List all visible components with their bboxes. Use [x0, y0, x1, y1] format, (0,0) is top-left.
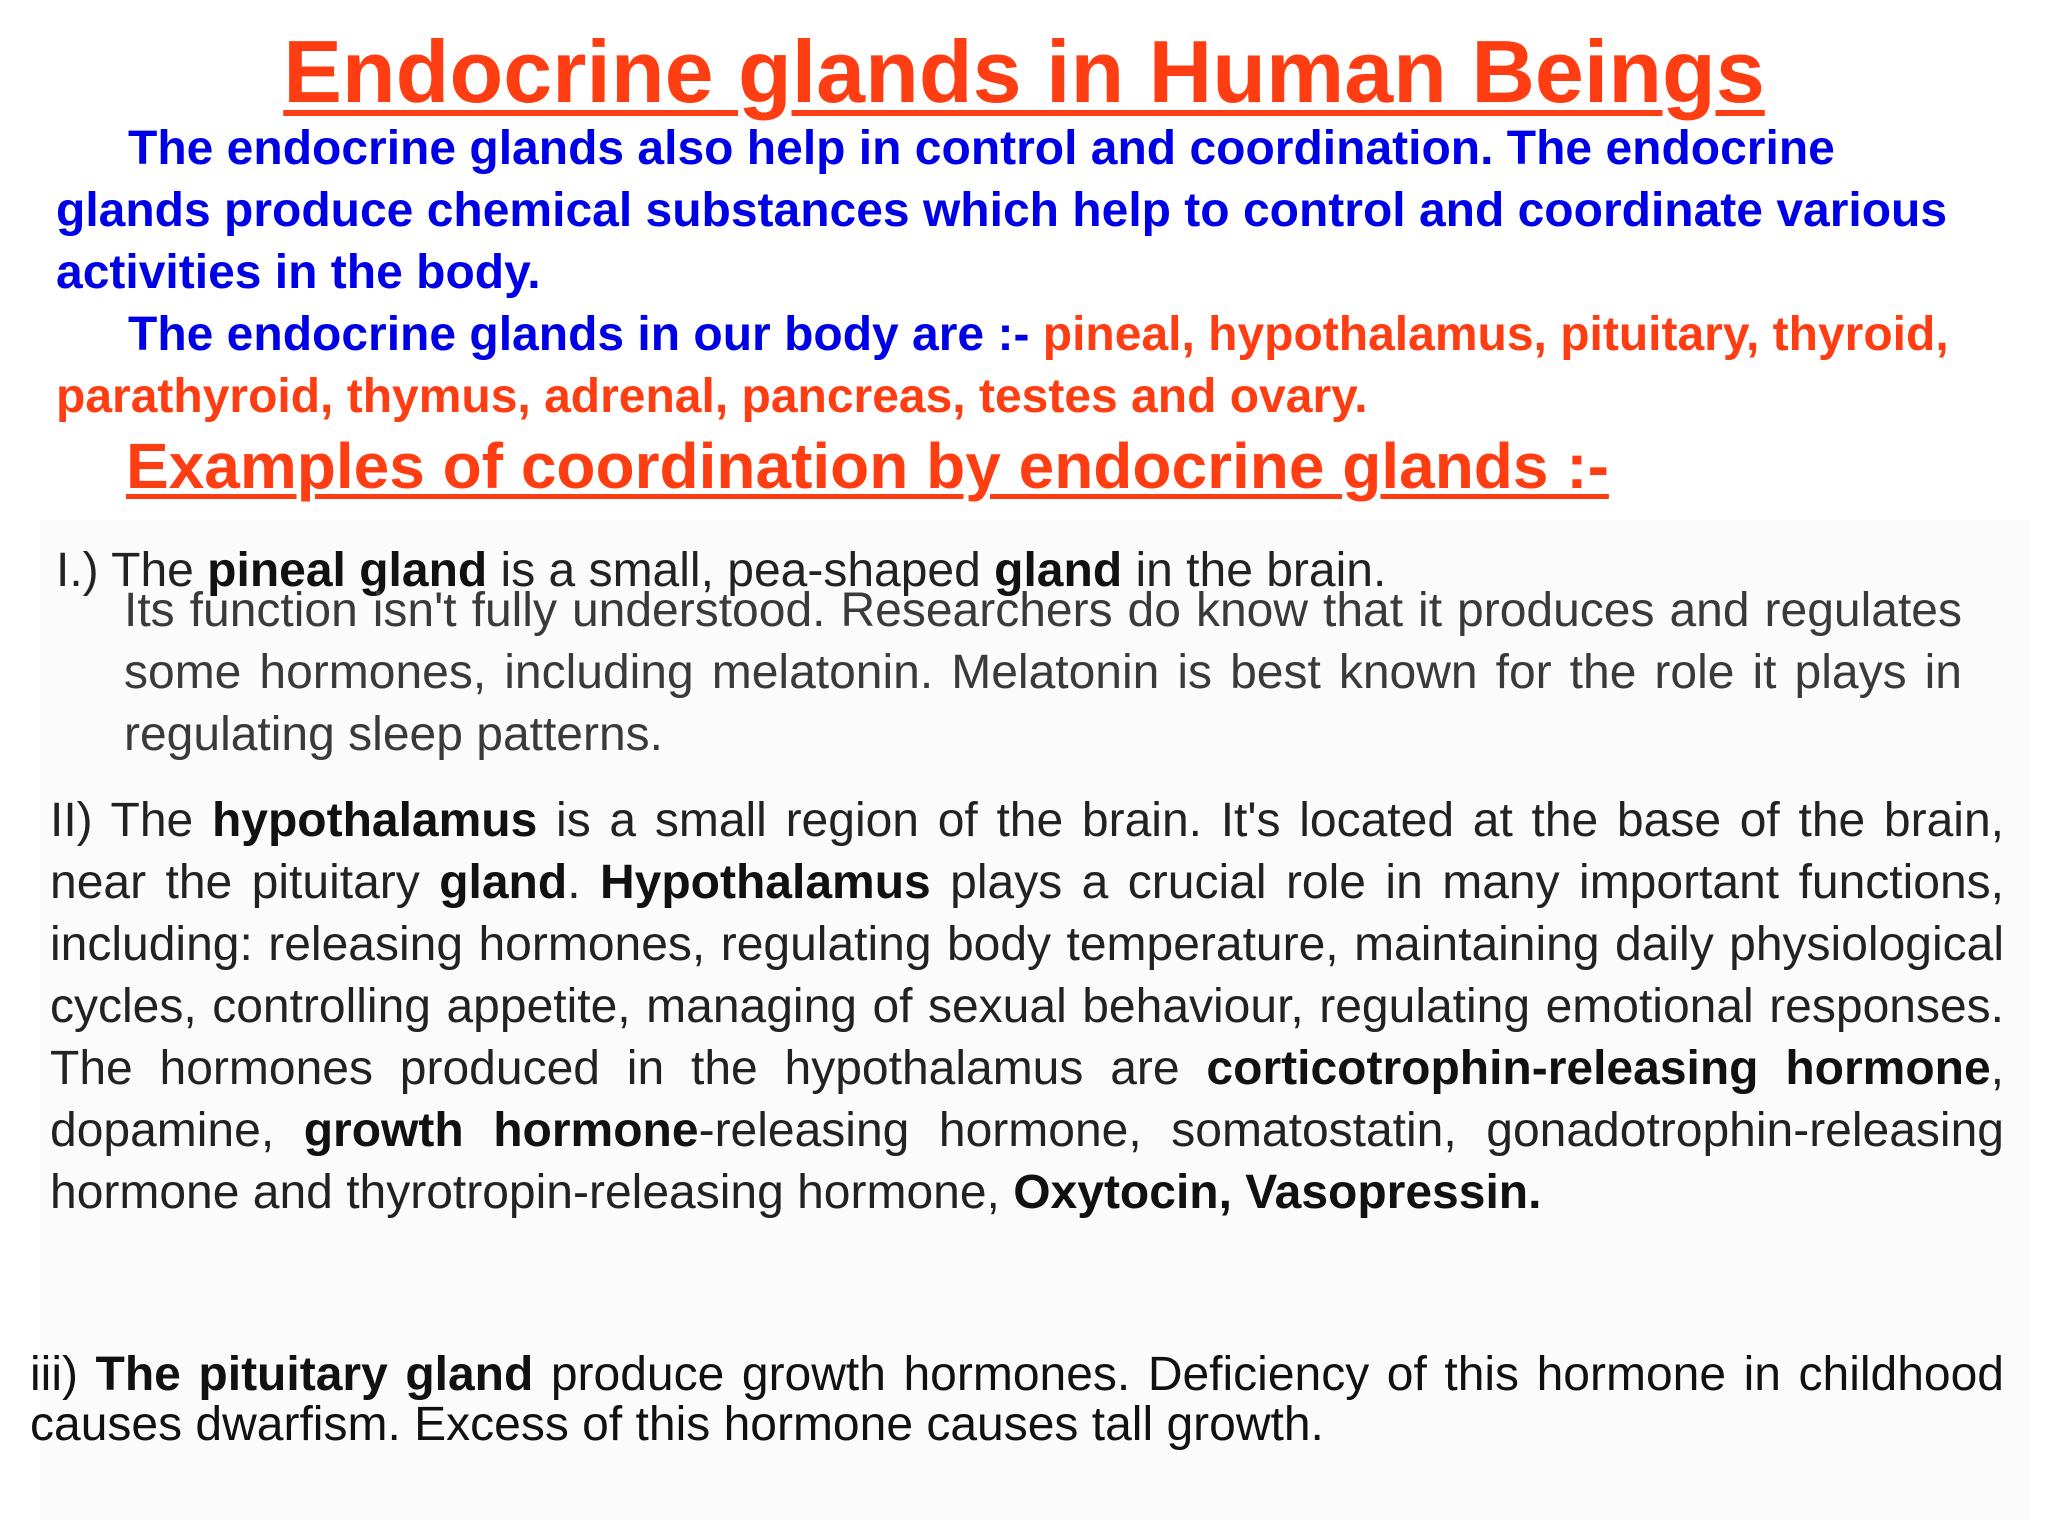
bold-term: The pituitary gland [95, 1348, 534, 1401]
gland-list: pineal, hypothalamus, pituitary, thyroid, parathyroid, thymus, adrenal, pancreas, testes and ovary. [56, 308, 1949, 423]
bold-term: growth hormone [303, 1104, 699, 1157]
bold-term: Hypothalamus [599, 856, 931, 909]
intro-paragraph-1: The endocrine glands also help in control and coordination. The endocrine glands produce chemical substances which help to control and coordinate various activities in the body. [56, 122, 1948, 299]
hypothalamus-item [50, 790, 2004, 1224]
gland-list-lead: The endocrine glands in our body are :- [128, 308, 1043, 361]
pituitary-gland-item [30, 1350, 2004, 1450]
bold-term: pineal gland [207, 544, 488, 597]
text-run: produce growth hormones. Deficiency of this hormone in childhood causes dwarfism. Excess of this hormone causes tall growth. [30, 1348, 2005, 1451]
bold-term: gland [439, 856, 568, 909]
text-run: is a small, pea-shaped [487, 544, 995, 597]
text-run: is a small region of the brain. It's located at the base of the brain, near the pituitary [50, 794, 2005, 909]
pineal-gland-item [56, 540, 1976, 766]
text-run: in the brain. [1122, 544, 1387, 597]
text-run: iii) [30, 1348, 96, 1401]
section-heading: Examples of coordination by endocrine glands :- [126, 430, 1609, 502]
text-run: -releasing hormone, somatostatin, gonadotrophin-releasing hormone and thyrotropin-releasing hormone, [50, 1104, 2004, 1219]
text-run: I.) The [56, 544, 208, 597]
page-title: Endocrine glands in Human Beings [283, 22, 1765, 121]
text-run: , dopamine, [50, 1042, 2004, 1157]
bold-term: gland [994, 544, 1123, 597]
bold-term: hypothalamus [211, 794, 538, 847]
bold-term: Oxytocin, Vasopressin. [1013, 1166, 1542, 1219]
intro-paragraph-2 [56, 304, 1996, 428]
text-run: II) The [50, 794, 212, 847]
text-run: . [567, 856, 600, 909]
pineal-gland-description: Its function isn't fully understood. Researchers do know that it produces and regulates some hormones, including melatonin. Melatonin is best known for the role it plays in regulating sleep patterns. [124, 584, 1962, 761]
bold-term: corticotrophin-releasing hormone [1206, 1042, 1991, 1095]
text-run: plays a crucial role in many important functions, including: releasing hormones, regulating body temperature, maintaining daily physiological cycles, controlling appetite, managing of sexual behaviour, regulating emotional responses. The hormones produced in the hypothalamus are [50, 856, 2005, 1095]
intro-section [56, 118, 1996, 428]
